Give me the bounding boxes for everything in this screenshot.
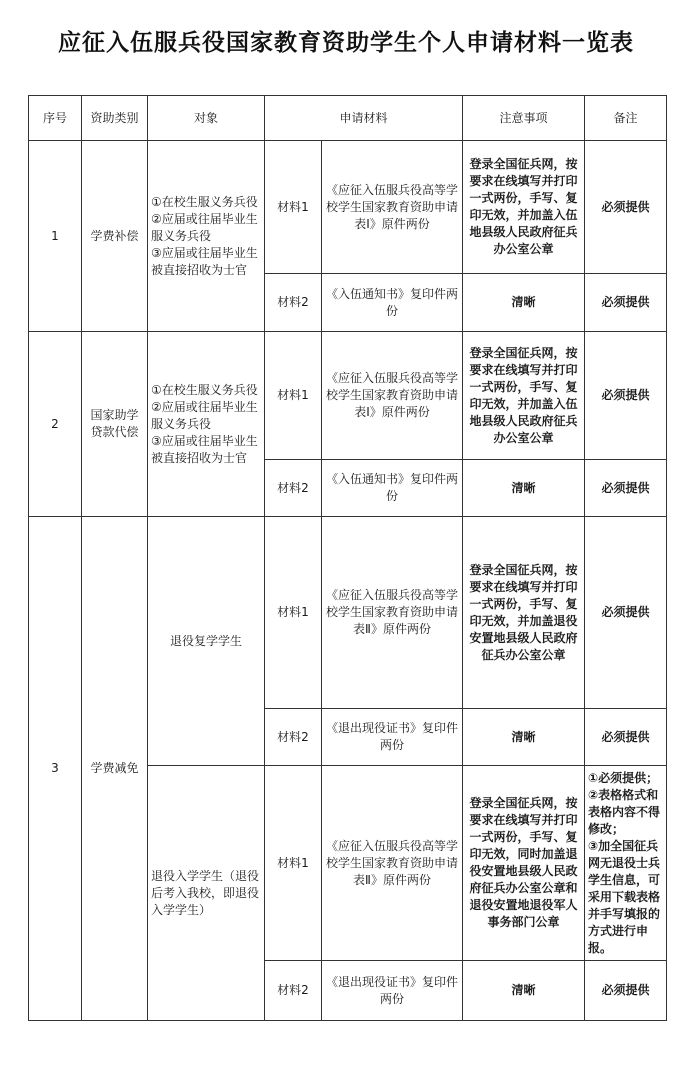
header-target: 对象 bbox=[148, 96, 265, 141]
note-text: 登录全国征兵网，按要求在线填写并打印一式两份，手写、复印无效，同时加盖退役安置地县级人民政府征兵办公室公章和退役安置地退役军人事务部门公章 bbox=[463, 766, 585, 961]
aid-category: 学费补偿 bbox=[82, 141, 148, 332]
material-text: 《应征入伍服兵役高等学校学生国家教育资助申请表Ⅰ》原件两份 bbox=[322, 141, 463, 274]
material-text: 《应征入伍服兵役高等学校学生国家教育资助申请表Ⅱ》原件两份 bbox=[322, 766, 463, 961]
material-label: 材料2 bbox=[265, 460, 322, 517]
header-row bbox=[29, 96, 667, 141]
material-label: 材料2 bbox=[265, 709, 322, 766]
material-text: 《退出现役证书》复印件两份 bbox=[322, 961, 463, 1021]
target-cell: 退役入学学生（退役后考入我校，即退役入学学生） bbox=[148, 766, 265, 1021]
remark-text: 必须提供 bbox=[585, 961, 667, 1021]
target-line: ③应届或往届毕业生被直接招收为士官 bbox=[151, 433, 258, 465]
target-line: ①在校生服义务兵役 bbox=[151, 382, 258, 397]
remark-text: 必须提供 bbox=[585, 274, 667, 332]
material-text: 《退出现役证书》复印件两份 bbox=[322, 709, 463, 766]
remark-line: ②表格格式和表格内容不得修改； bbox=[588, 787, 661, 836]
remark-text: 必须提供 bbox=[585, 517, 667, 709]
material-label: 材料1 bbox=[265, 517, 322, 709]
remark-text: 必须提供 bbox=[585, 460, 667, 517]
material-text: 《入伍通知书》复印件两份 bbox=[322, 460, 463, 517]
remark-line: ①必须提供； bbox=[588, 770, 659, 785]
material-label: 材料2 bbox=[265, 274, 322, 332]
target-line: ②应届或往届毕业生服义务兵役 bbox=[151, 211, 258, 243]
row-number: 3 bbox=[29, 517, 82, 1021]
note-text: 清晰 bbox=[463, 709, 585, 766]
target-cell: 退役复学学生 bbox=[148, 517, 265, 766]
material-label: 材料1 bbox=[265, 141, 322, 274]
page-title: 应征入伍服兵役国家教育资助学生个人申请材料一览表 bbox=[58, 30, 634, 56]
header-materials: 申请材料 bbox=[265, 96, 463, 141]
target-line: ②应届或往届毕业生服义务兵役 bbox=[151, 399, 258, 431]
row-number: 2 bbox=[29, 332, 82, 517]
header-remark: 备注 bbox=[585, 96, 667, 141]
note-text: 登录全国征兵网，按要求在线填写并打印一式两份，手写、复印无效，并加盖入伍地县级人民政府征兵办公室公章 bbox=[463, 141, 585, 274]
note-text: 登录全国征兵网，按要求在线填写并打印一式两份，手写、复印无效，并加盖退役安置地县级人民政府征兵办公室公章 bbox=[463, 517, 585, 709]
note-text: 登录全国征兵网，按要求在线填写并打印一式两份，手写、复印无效，并加盖入伍地县级人民政府征兵办公室公章 bbox=[463, 332, 585, 460]
note-text: 清晰 bbox=[463, 961, 585, 1021]
note-text: 清晰 bbox=[463, 460, 585, 517]
aid-category: 国家助学贷款代偿 bbox=[82, 332, 148, 517]
material-text: 《应征入伍服兵役高等学校学生国家教育资助申请表Ⅱ》原件两份 bbox=[322, 517, 463, 709]
material-label: 材料1 bbox=[265, 332, 322, 460]
material-label: 材料1 bbox=[265, 766, 322, 961]
material-label: 材料2 bbox=[265, 961, 322, 1021]
remark-text: 必须提供 bbox=[585, 141, 667, 274]
material-text: 《入伍通知书》复印件两份 bbox=[322, 274, 463, 332]
remark-text: 必须提供 bbox=[585, 332, 667, 460]
table-row bbox=[29, 517, 667, 709]
target-line: ③应届或往届毕业生被直接招收为士官 bbox=[151, 245, 258, 277]
table-row bbox=[29, 332, 667, 460]
header-category: 资助类别 bbox=[82, 96, 148, 141]
note-text: 清晰 bbox=[463, 274, 585, 332]
target-cell bbox=[148, 332, 265, 517]
material-text: 《应征入伍服兵役高等学校学生国家教育资助申请表Ⅰ》原件两份 bbox=[322, 332, 463, 460]
remark-text: 必须提供 bbox=[585, 709, 667, 766]
remark-line: ③加全国征兵网无退役士兵学生信息，可采用下载表格并手写填报的方式进行申报。 bbox=[588, 838, 661, 955]
target-cell bbox=[148, 141, 265, 332]
application-materials-table bbox=[28, 95, 667, 1021]
remark-text bbox=[585, 766, 667, 961]
header-no: 序号 bbox=[29, 96, 82, 141]
table-row bbox=[29, 141, 667, 274]
row-number: 1 bbox=[29, 141, 82, 332]
header-notes: 注意事项 bbox=[463, 96, 585, 141]
target-line: ①在校生服义务兵役 bbox=[151, 194, 258, 209]
aid-category: 学费减免 bbox=[82, 517, 148, 1021]
